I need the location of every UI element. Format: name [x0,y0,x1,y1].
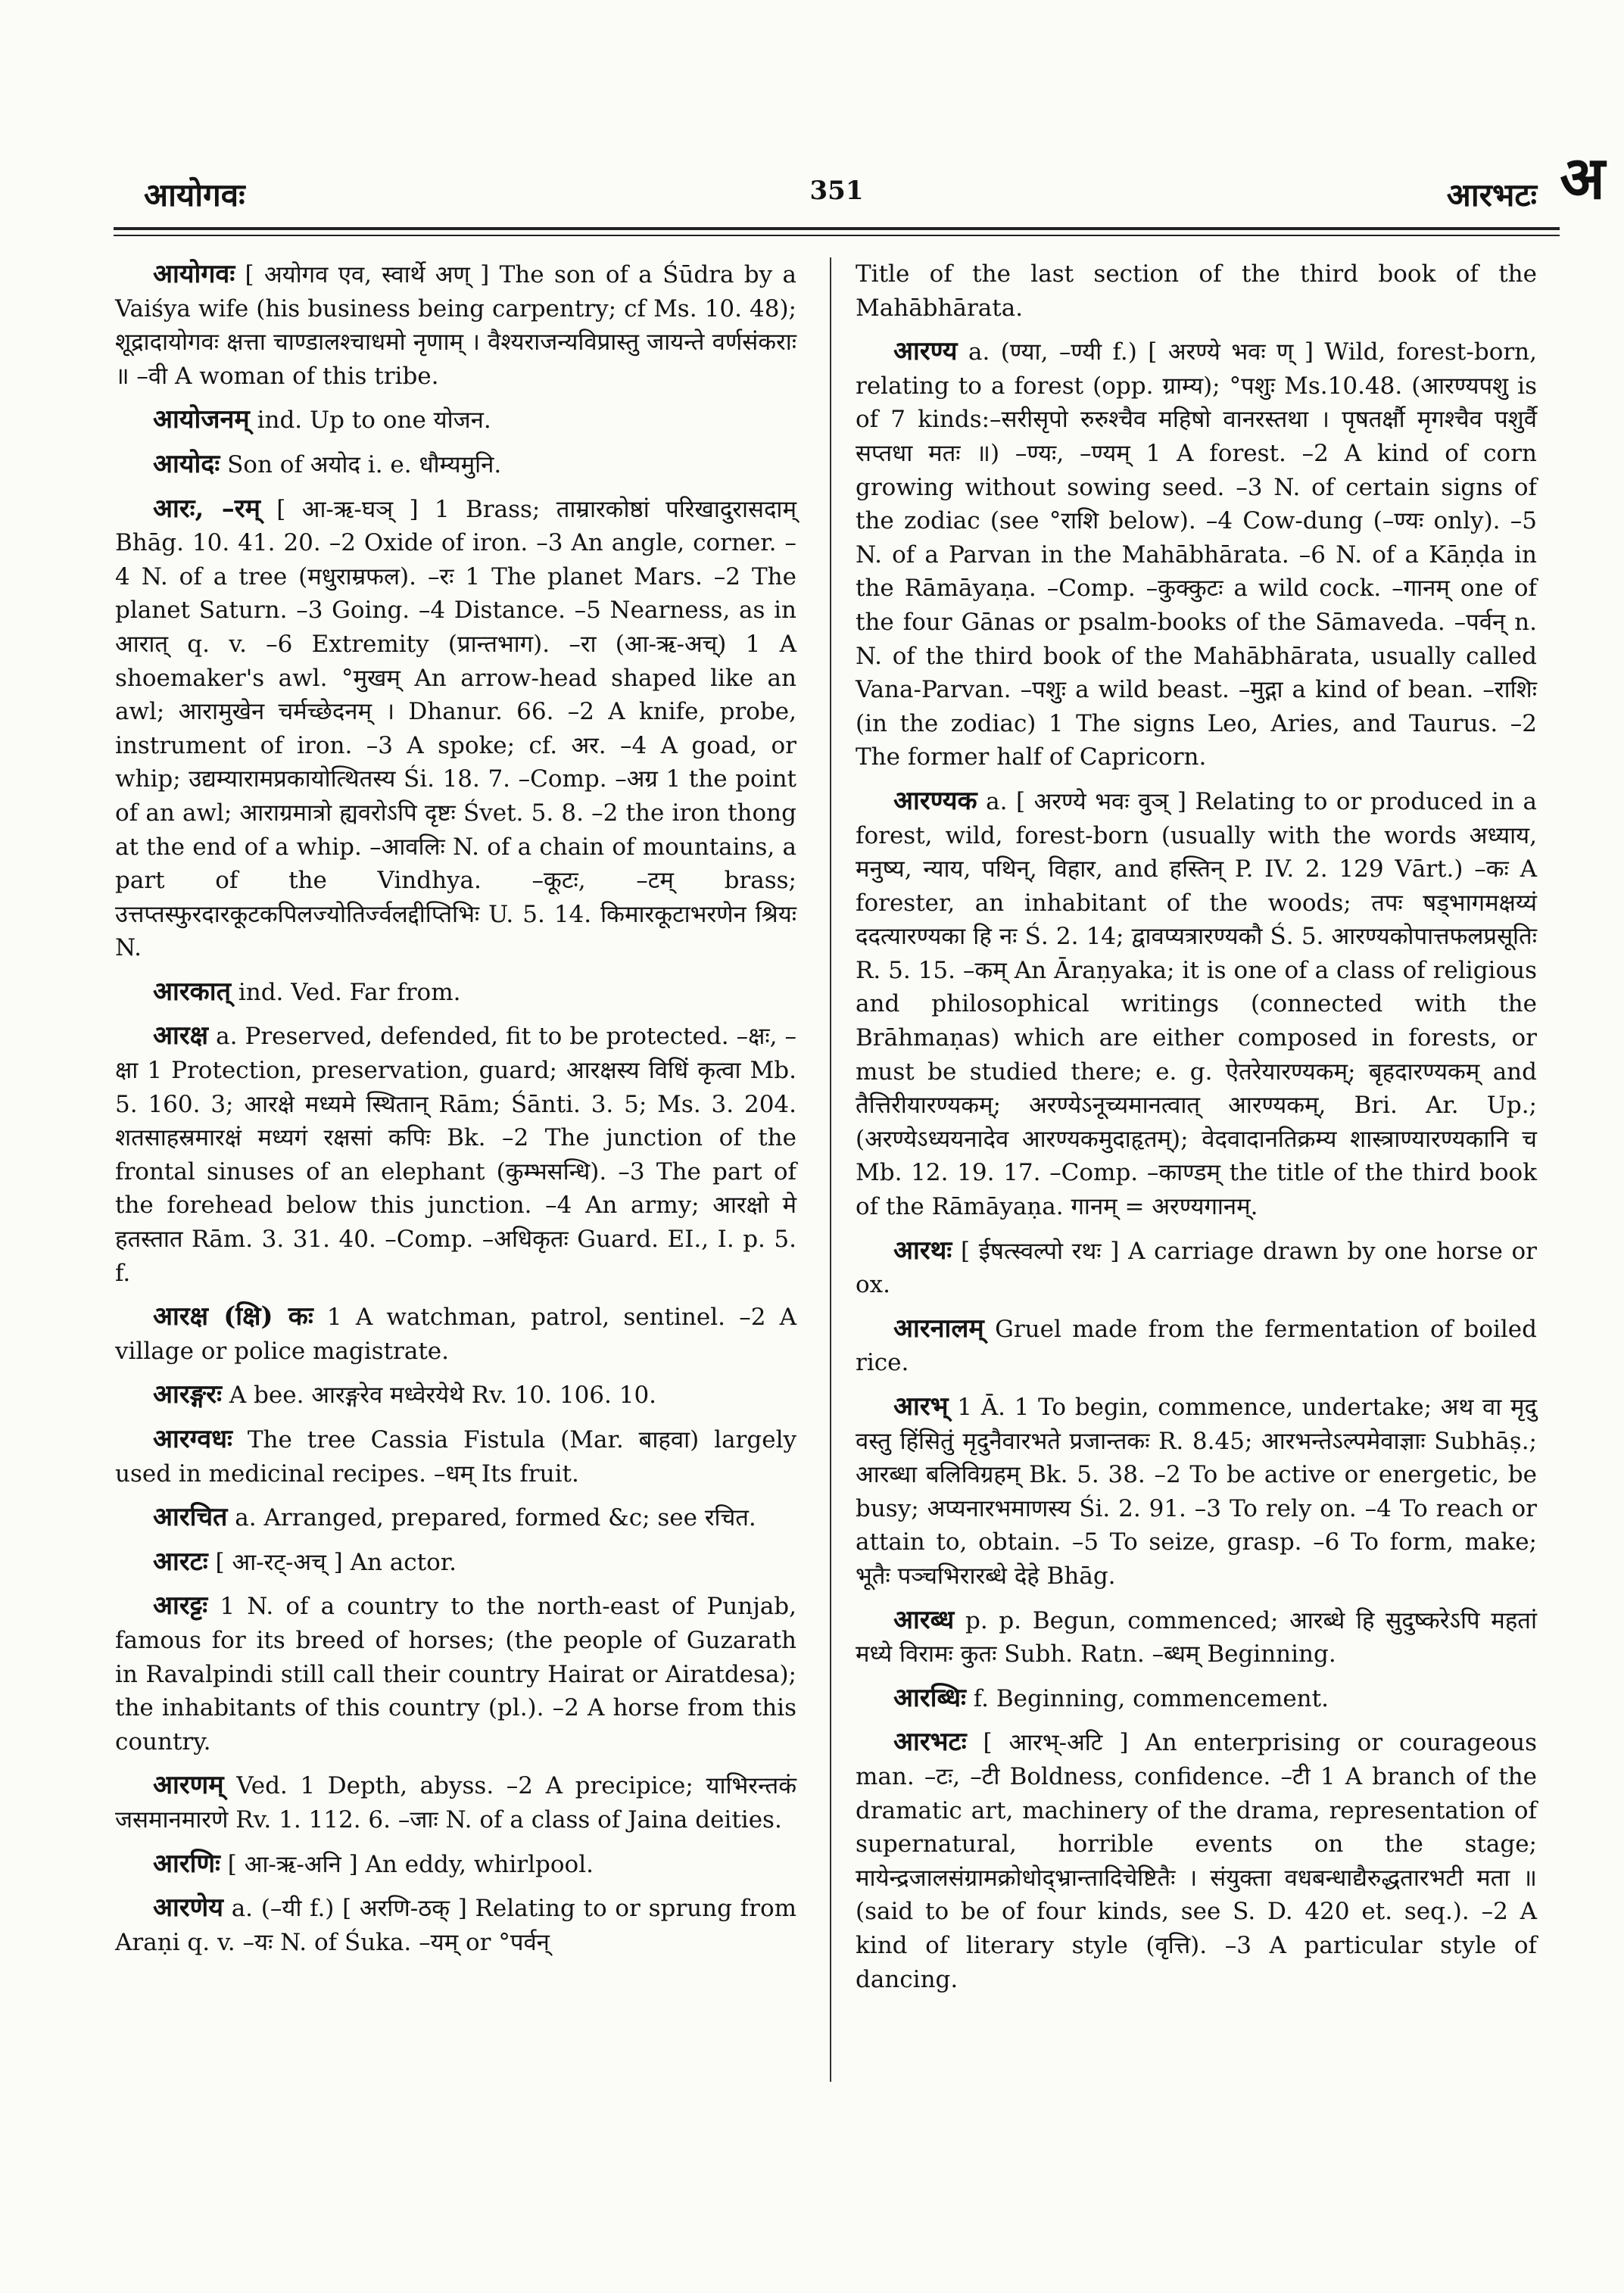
entry-headword: आयोदः [153,448,220,479]
header-rule-thick [114,227,1560,230]
entry-headword: आरभ् [893,1391,949,1422]
entry-definition: Title of the last section of the third book of the Mahābhārata. [856,260,1537,322]
left-column [115,257,796,1969]
entry-headword: आरट्टः [153,1590,208,1622]
entry-headword: आयोजनम् [153,404,250,435]
entry-headword: आरः, –रम् [153,493,260,524]
entry-definition: 1 N. of a country to the north-east of Punjab, famous for its breed of horses; (the people of Guzarath in Ravalpindi still call their country Hairat or Airatdesa); the inhabitants of this country (pl.). –2 A horse from this country. [115,1593,797,1756]
entry-headword: आरचित [153,1502,228,1533]
entry-headword: आरभटः [893,1727,967,1758]
entry-definition: [ आ-रट्-अच् ] An actor. [215,1548,457,1576]
dictionary-entry [856,1312,1537,1380]
entry-definition: a. [ अरण्ये भवः वुञ् ] Relating to or produced in a forest, wild, forest-born (usually with the words अध्याय, मनुष्य, न्याय, पथिन्, विहार, and हस्तिन् P. IV. 2. 129 Vārt.) –कः A forester, an inhabitant of the woods; तपः षड्भागमक्षय्यं ददत्यारण्यका हि नः Ś. 2. 14; द्वावप्यत्रारण्यकौ Ś. 5. आरण्यकोपात्तफलप्रसूतिः R. 5. 15. –कम् An Āraṇyaka; it is one of a class of religious and philosophical writings (connected with the Brāhmaṇas) which are either composed in forests, or must be studied there; e. g. ऐतरेयारण्यकम्; बृहदारण्यकम् and तैत्तिरीयारण्यकम्; अरण्येऽनूच्यमानत्वात् आरण्यकम्, Bri. Ar. Up.; (अरण्येऽध्ययनादेव आरण्यकमुदाहृतम्); वेदवादानतिक्रम्य शास्त्राण्यारण्यकानि च Mb. 12. 19. 17. –Comp. –काण्डम् the title of the third book of the Rāmāyaṇa. गानम् = अरण्यगानम्. [856,787,1537,1221]
entry-headword: आरणिः [153,1848,220,1879]
dictionary-entry [856,1603,1537,1671]
header-right-guide-word: आरभटः [1446,176,1537,213]
dictionary-entry [115,1545,796,1580]
entry-headword: आरणेय [153,1893,223,1924]
entry-headword: आरनालम् [893,1313,984,1344]
entry-definition: a. (–यी f.) [ अरणि-ठक् ] Relating to or sprung from Araṇi q. v. –यः N. of Śuka. –यम् or °पर्वन् [115,1895,797,1956]
entry-definition: f. Beginning, commencement. [973,1684,1329,1712]
dictionary-entry [856,257,1537,325]
dictionary-entry [115,492,796,965]
entry-definition: 1 Ā. 1 To begin, commence, undertake; अथ वा मृदु वस्तु हिंसितुं मृदुनैवारभते प्रजान्तकः R. 8.45; आरभन्तेऽल्पमेवाज्ञाः Subhāṣ.; आरब्धा बलिविग्रहम् Bk. 5. 38. –2 To be active or energetic, be busy; अप्यनारभमाणस्य Śi. 2. 91. –3 To rely on. –4 To reach or attain to, obtain. –5 To seize, grasp. –6 To form, make; भूतैः पञ्चभिरारब्धे देहे Bhāg. [856,1394,1537,1590]
entry-headword: आरक्ष [153,1020,209,1051]
entry-definition: [ आरभ्-अटि ] An enterprising or courageous man. –टः, –टी Boldness, confidence. –टी 1 A branch of the dramatic art, machinery of the drama, representation of supernatural, horrible events on the stage; मायेन्द्रजालसंग्रामक्रोधोद्भ्रान्तादिचेष्टितैः । संयुक्ता वधबन्धाद्यैरुद्धतारभटी मता ॥ (said to be of four kinds, see S. D. 420 et. seq.). –2 A kind of literary style (वृत्ति). –3 A particular style of dancing. [856,1729,1537,1993]
entry-definition: a. Arranged, prepared, formed &c; see रचित. [235,1504,756,1532]
entry-definition: [ अयोगव एव, स्वार्थे अण् ] The son of a Śūdra by a Vaiśya wife (his business being carpentry; cf Ms. 10. 48); शूद्रादायोगवः क्षत्ता चाण्डालश्चाधमो नृणाम् । वैश्यराजन्यविप्रास्तु जायन्ते वर्णसंकराः ॥ –वी A woman of this tribe. [115,261,796,390]
entry-definition: [ आ-ऋ-अनि ] An eddy, whirlpool. [227,1850,594,1878]
dictionary-entry [115,1300,796,1368]
right-column [856,257,1537,2006]
entry-headword: आरक्ष (क्षि) कः [153,1301,313,1332]
entry-definition: [ ईषत्स्वल्पो रथः ] A carriage drawn by one horse or ox. [856,1237,1537,1299]
dictionary-entry [115,1847,796,1882]
entry-definition: The tree Cassia Fistula (Mar. बाहवा) largely used in medicinal recipes. –धम् Its fruit. [115,1426,796,1488]
dictionary-entry [115,1422,796,1491]
entry-definition: ind. Up to one योजन. [257,407,491,435]
entry-headword: आरङ्गरः [153,1379,222,1410]
entry-definition: a. (ण्या, –ण्यी f.) [ अरण्ये भवः ण् ] Wild, forest-born, relating to a forest (opp. ग्राम्य); °पशुः Ms.10.48. (आरण्यपशु is of 7 kinds:–सरीसृपो रुरुश्चैव महिषो वानरस्तथा । पृषतर्क्षौ मृगश्चैव पशुर्वै सप्तधा मतः ॥) –ण्यः, –ण्यम् 1 A forest. –2 A kind of corn growing without sowing seed. –3 N. of certain signs of the zodiac (see °राशि below). –4 Cow-dung (–ण्यः only). –5 N. of a Parvan in the Mahābhārata. –6 N. of a Kāṇḍa in the Rāmāyaṇa. –Comp. –कुक्कुटः a wild cock. –गानम् one of the four Gānas or psalm-books of the Sāmaveda. –पर्वन् n. N. of the third book of the Mahābhārata, usually called Vana-Parvan. –पशुः a wild beast. –मुद्गा a kind of bean. –राशिः (in the zodiac) 1 The signs Leo, Aries, and Taurus. –2 The former half of Capricorn. [856,338,1537,771]
running-header [114,151,1560,220]
entry-definition: [ आ-ऋ-घञ् ] 1 Brass; ताम्रारकोष्ठां परिखादुरासदाम् Bhāg. 10. 41. 20. –2 Oxide of iron. –3 An angle, corner. –4 N. of a tree (मधुराम्रफल). –रः 1 The planet Mars. –2 The planet Saturn. –3 Going. –4 Distance. –5 Nearness, as in आरात् q. v. –6 Extremity (प्रान्तभाग). –रा (आ-ऋ-अच्) 1 A shoemaker's awl. °मुखम् An arrow-head shaped like an awl; आरामुखेन चर्मच्छेदनम् । Dhanur. 66. –2 A knife, probe, instrument of iron. –3 A spoke; cf. अर. –4 A goad, or whip; उद्यम्यारामप्रकायोत्थितस्य Śi. 18. 7. –Comp. –अग्र 1 the point of an awl; आराग्रमात्रो ह्यवरोऽपि दृष्टः Śvet. 5. 8. –2 the iron thong at the end of a whip. –आवलिः N. of a chain of mountains, a part of the Vindhya. –कूटः, –टम् brass; उत्तप्तस्फुरदारकूटकपिलज्योतिर्ज्वलद्दीप्तिभिः U. 5. 14. किमारकूटाभरणेन श्रियः N. [115,495,796,962]
entry-definition: Gruel made from the fermentation of boiled rice. [856,1315,1537,1377]
dictionary-entry [856,1234,1537,1302]
entry-definition: Son of अयोद i. e. धौम्यमुनि. [227,450,502,478]
header-left-guide-word: आयोगवः [144,176,245,213]
page-number: 351 [809,176,864,206]
header-rule-thin [114,235,1560,236]
dictionary-entry [856,784,1537,1224]
dictionary-entry [115,1891,796,1959]
entry-definition: a. Preserved, defended, fit to be protected. –क्षः, –क्षा 1 Protection, preservation, guard; आरक्षस्य विधिं कृत्वा Mb. 5. 160. 3; आरक्षे मध्यमे स्थितान् Rām; Śānti. 3. 5; Ms. 3. 204. शतसाहस्रमारक्षं मध्यगं रक्षसां कपिः Bk. –2 The junction of the frontal sinuses of an elephant (कुम्भसन्धि). –3 The part of the forehead below this junction. –4 An army; आरक्षो मे हतस्तात Rām. 3. 31. 40. –Comp. –अधिकृतः Guard. EI., I. p. 5. f. [115,1023,797,1287]
entry-headword: आयोगवः [153,259,235,289]
dictionary-entry [115,1589,796,1759]
entry-headword: आरग्वधः [153,1424,232,1454]
dictionary-entry [856,1725,1537,1996]
dictionary-entry [115,1378,796,1413]
dictionary-entry [115,1768,796,1837]
dictionary-entry [856,1681,1537,1716]
entry-headword: आरटः [153,1546,208,1577]
entry-headword: आरब्धिः [893,1682,966,1713]
entry-headword: आरण्य [893,336,958,367]
column-divider [830,257,831,2082]
dictionary-entry [115,403,796,438]
entry-headword: आरण्यक [893,785,977,816]
dictionary-entry [115,975,796,1010]
entry-definition: Ved. 1 Depth, abyss. –2 A precipice; याभिरन्तकं जसमानमारणे Rv. 1. 112. 6. –जाः N. of a class of Jaina deities. [115,1772,796,1833]
entry-definition: p. p. Begun, commenced; आरब्धे हि सुदुष्करेऽपि महतां मध्ये विरामः कुतः Subh. Ratn. –ब्धम् Beginning. [856,1606,1537,1668]
dictionary-entry [856,1390,1537,1594]
entry-headword: आरकात् [153,976,231,1007]
entry-definition: ind. Ved. Far from. [238,978,461,1006]
entry-headword: आरथः [893,1235,952,1266]
entry-headword: आरणम् [153,1770,224,1801]
entry-definition: A bee. आरङ्गरेव मध्वेरयेथे Rv. 10. 106. 10. [229,1382,657,1410]
dictionary-entry [115,1500,796,1535]
dictionary-entry [115,1019,796,1290]
entry-headword: आरब्ध [893,1604,955,1635]
dictionary-entry [115,257,796,393]
entry-definition: 1 A watchman, patrol, sentinel. –2 A village or police magistrate. [115,1304,796,1365]
dictionary-entry [115,447,796,482]
section-letter: अ [1560,144,1605,213]
dictionary-entry [856,335,1537,774]
